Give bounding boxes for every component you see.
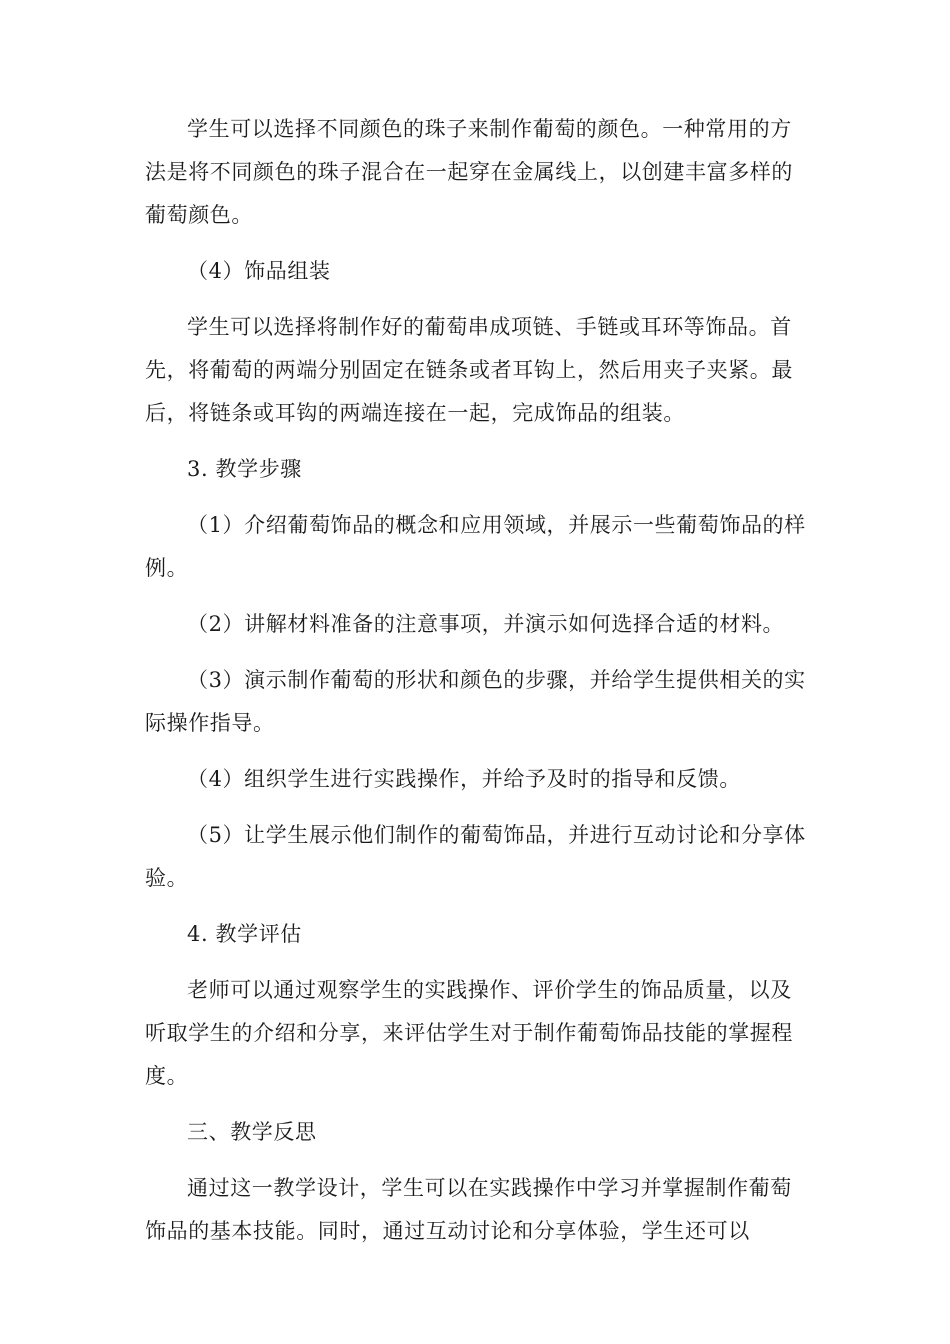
list-item-step-3: （3）演示制作葡萄的形状和颜色的步骤，并给学生提供相关的实际操作指导。 xyxy=(145,668,806,735)
paragraph-reflection: 通过这一教学设计，学生可以在实践操作中学习并掌握制作葡萄饰品的基本技能。同时，通过互动讨论和分享体验，学生还可以 xyxy=(145,1176,792,1243)
list-item-step-5: （5）让学生展示他们制作的葡萄饰品，并进行互动讨论和分享体验。 xyxy=(145,823,806,890)
paragraph-grape-colors: 学生可以选择不同颜色的珠子来制作葡萄的颜色。一种常用的方法是将不同颜色的珠子混合在一起穿在金属线上，以创建丰富多样的葡萄颜色。 xyxy=(145,117,793,227)
section-heading-teaching-reflection: 三、教学反思 xyxy=(187,1120,317,1144)
subheading-accessory-assembly: （4）饰品组装 xyxy=(187,259,331,283)
paragraph-assembly-steps: 学生可以选择将制作好的葡萄串成项链、手链或耳环等饰品。首先，将葡萄的两端分别固定在链条或者耳钩上，然后用夹子夹紧。最后，将链条或耳钩的两端连接在一起，完成饰品的组装。 xyxy=(145,315,793,425)
list-item-step-4: （4）组织学生进行实践操作，并给予及时的指导和反馈。 xyxy=(187,767,741,791)
paragraph-evaluation: 老师可以通过观察学生的实践操作、评价学生的饰品质量，以及听取学生的介绍和分享，来评估学生对于制作葡萄饰品技能的掌握程度。 xyxy=(145,978,793,1088)
section-heading-teaching-steps: 3. 教学步骤 xyxy=(187,457,302,481)
list-item-step-1: （1）介绍葡萄饰品的概念和应用领域，并展示一些葡萄饰品的样例。 xyxy=(145,513,806,580)
list-item-step-2: （2）讲解材料准备的注意事项，并演示如何选择合适的材料。 xyxy=(187,612,785,636)
document-body xyxy=(145,108,810,1266)
section-heading-teaching-evaluation: 4. 教学评估 xyxy=(187,922,302,946)
